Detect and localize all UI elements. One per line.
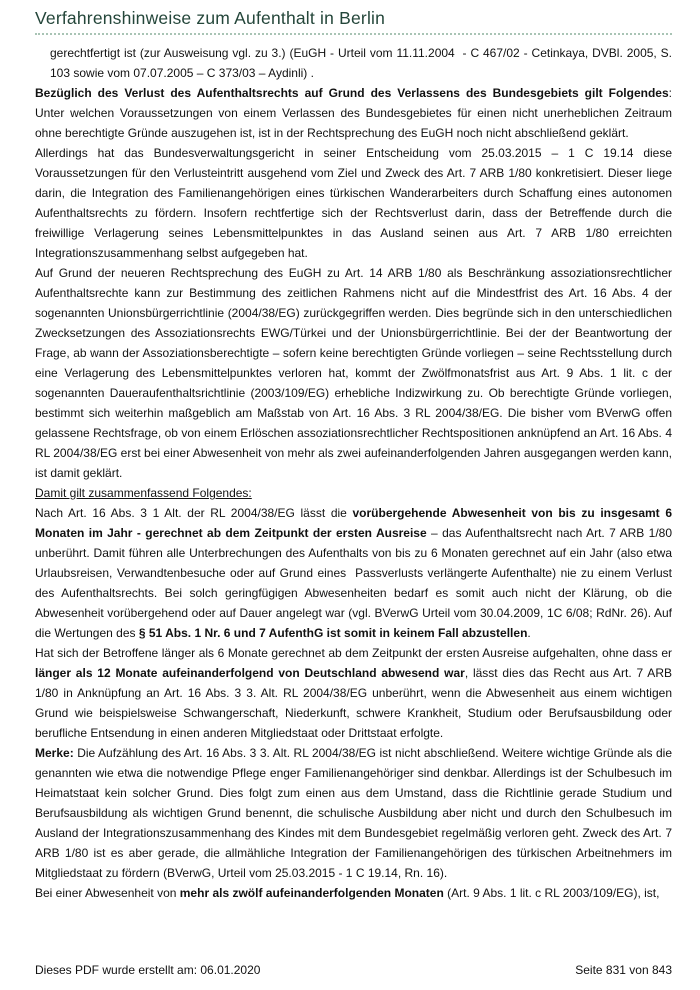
paragraph-bverwg-decision — [35, 143, 672, 263]
paragraph-six-months-rule — [35, 503, 672, 643]
text-run: Bezüglich des Verlust des Aufenthaltsrechts auf Grund des Verlassens des Bundesgebiets gilt Folgendes — [35, 86, 669, 100]
paragraph-loss-of-residence — [35, 83, 672, 143]
text-run: länger als 12 Monate aufeinanderfolgend von Deutschland abwesend war — [35, 666, 465, 680]
text-run: Merke: — [35, 746, 74, 760]
text-run: § 51 Abs. 1 Nr. 6 und 7 AufenthG ist somit in keinem Fall abzustellen — [138, 626, 528, 640]
text-run: . — [527, 626, 531, 640]
paragraph-eugh-caselaw — [35, 263, 672, 483]
text-run: Nach Art. 16 Abs. 3 1 Alt. der RL 2004/38/EG lässt die — [35, 506, 353, 520]
text-run: , lässt dies das Recht aus Art. 7 ARB 1/80 in Anknüpfung an Art. 16 Abs. 3 3. Alt. RL 2004/38/EG unberührt, wenn die Abwesenheit aus einem wichtigen Grund wie beispielsweise Schwangerschaft, Niederkunft, schwere Krankheit, Studium oder Berufsausbildung oder berufliche Entsendung in einen anderen Mitgliedstaat oder Drittstaat erfolgte. — [35, 666, 672, 740]
text-run: Die Aufzählung des Art. 16 Abs. 3 3. Alt. RL 2004/38/EG ist nicht abschließend. Weitere wichtige Gründe als die genannten wie etwa die notwendige Pflege enger Familienangehöriger sind denkbar. Allerdings ist der Schulbesuch im Heimatstaat kein solcher Grund. Dies folgt zum einen aus dem Umstand, dass die Richtlinie gerade Studium und Berufsausbildung als wichtigen Grund benennt, die schulische Ausbildung aber nicht und durch den Schulbesuch im Ausland der Integrationszusammenhang des Kindes mit dem Bundesgebiet regelmäßig verloren geht. Zweck des Art. 7 ARB 1/80 ist es aber gerade, die allmähliche Integration der Familienangehörigen des türkischen Arbeitnehmers im Mitgliedstaat zu fördern (BVerwG, Urteil vom 25.03.2015 - 1 C 19.14, Rn. 16). — [35, 746, 672, 880]
text-run: vorübergehende Abwesenheit von bis zu insgesamt 6 Monaten im Jahr - gerechnet ab dem Zeitpunkt der ersten Ausreise — [35, 506, 672, 540]
paragraph-citation — [35, 43, 672, 83]
page-title: Verfahrenshinweise zum Aufenthalt in Berlin — [35, 8, 386, 28]
document-footer — [35, 962, 672, 978]
paragraph-absence-over-twelve-months — [35, 883, 672, 903]
document-body — [35, 35, 672, 903]
text-run: (Art. 9 Abs. 1 lit. c RL 2003/109/EG), ist, — [443, 886, 660, 900]
paragraph-merke-note — [35, 743, 672, 883]
text-run: mehr als zwölf aufeinanderfolgenden Monaten — [179, 886, 444, 900]
text-run: Allerdings hat das Bundesverwaltungsgericht in seiner Entscheidung vom 25.03.2015 – 1 C 19.14 diese Voraussetzungen für den Verlusteintritt ausgehend vom Ziel und Zweck des Art. 7 ARB 1/80 konkretisiert. Dieser liege darin, die Integration des Familienangehörigen eines türkischen Wanderarbeiters durch Schaffung eines autonomen Aufenthaltsrechts zu fördern. Insofern rechtfertige sich der Rechtsverlust darin, dass der Betreffende durch die freiwillige Verlagerung seines Lebensmittelpunktes in das Ausland seinen aus Art. 7 ARB 1/80 erreichten Integrationszusammenhang selbst aufgegeben hat. — [35, 146, 672, 260]
text-run: – das Aufenthaltsrecht nach Art. 7 ARB 1/80 unberührt. Damit führen alle Unterbrechungen des Aufenthalts von bis zu 6 Monaten gerechnet auf ein Jahr (also etwa Urlaubsreisen, Verwandtenbesuche oder auf Grund eines Passverlusts verlängerte Aufenthalte) nie zu einem Verlust des Aufenthaltsrechts. Bei solch geringfügigen Abwesenheiten bedarf es somit auch nicht der Klärung, ob die Abwesenheit vorübergehend oder auf Dauer angelegt war (vgl. BVerwG Urteil vom 30.04.2009, 1C 6/08; RdNr. 26). Auf die Wertungen des — [35, 526, 673, 640]
footer-created-date: Dieses PDF wurde erstellt am: 06.01.2020 — [35, 963, 261, 977]
footer-page-number: Seite 831 von 843 — [575, 963, 672, 977]
text-run: Bei einer Abwesenheit von — [35, 886, 180, 900]
text-run: Hat sich der Betroffene länger als 6 Monate gerechnet ab dem Zeitpunkt der ersten Ausreise aufgehalten, ohne dass er — [35, 646, 672, 660]
text-run: gerechtfertigt ist (zur Ausweisung vgl. zu 3.) (EuGH - Urteil vom 11.11.2004 - C 467/02 - Cetinkaya, DVBl. 2005, S. 103 sowie vom 07.07.2005 – C 373/03 – Aydinli) . — [50, 46, 672, 80]
paragraph-twelve-months-rule — [35, 643, 672, 743]
text-run: Damit gilt zusammenfassend Folgendes: — [35, 486, 252, 500]
text-run: Auf Grund der neueren Rechtsprechung des EuGH zu Art. 14 ARB 1/80 als Beschränkung assoziationsrechtlicher Aufenthaltsrechte kann zur Bestimmung des zeitlichen Rahmens nicht auf die Mindestfrist des Art. 16 Abs. 4 der sogenannten Unionsbürgerrichtlinie (2004/38/EG) zurückgegriffen werden. Dies begründe sich in den unterschiedlichen Zwecksetzungen des Assoziationsrechts EWG/Türkei und der Unionsbürgerrichtlinie. Bei der der Beantwortung der Frage, ab wann der Assoziationsberechtigte – sofern keine berechtigten Gründe vorliegen – seine Rechtsstellung durch eine Verlagerung des Lebensmittelpunktes verloren hat, kommt der Zwölfmonatsfrist aus Art. 9 Abs. 1 lit. c der sogenannten Daueraufenthaltsrichtlinie (2003/109/EG) erhebliche Indizwirkung zu. Ob berechtigte Gründe vorliegen, bestimmt sich weiterhin maßgeblich am Maßstab von Art. 16 Abs. 3 RL 2004/38/EG. Die bisher vom BVerwG offen gelassene Rechtsfrage, ob von einem Erlöschen assoziationsrechtlicher Rechtspositionen anknüpfend an Art. 16 Abs. 4 RL 2004/38/EG erst bei einer Abwesenheit von mehr als zwei aufeinanderfolgenden Jahren ausgegangen werden kann, ist damit geklärt. — [35, 266, 672, 480]
text-run: : Unter welchen Voraussetzungen von einem Verlassen des Bundesgebietes für einen nicht unerheblichen Zeitraum ohne berechtigte Gründe auszugehen ist, ist in der Rechtsprechung des EuGH noch nicht abschließend geklärt. — [35, 86, 672, 140]
document-header — [35, 8, 672, 35]
summary-heading — [35, 483, 672, 503]
